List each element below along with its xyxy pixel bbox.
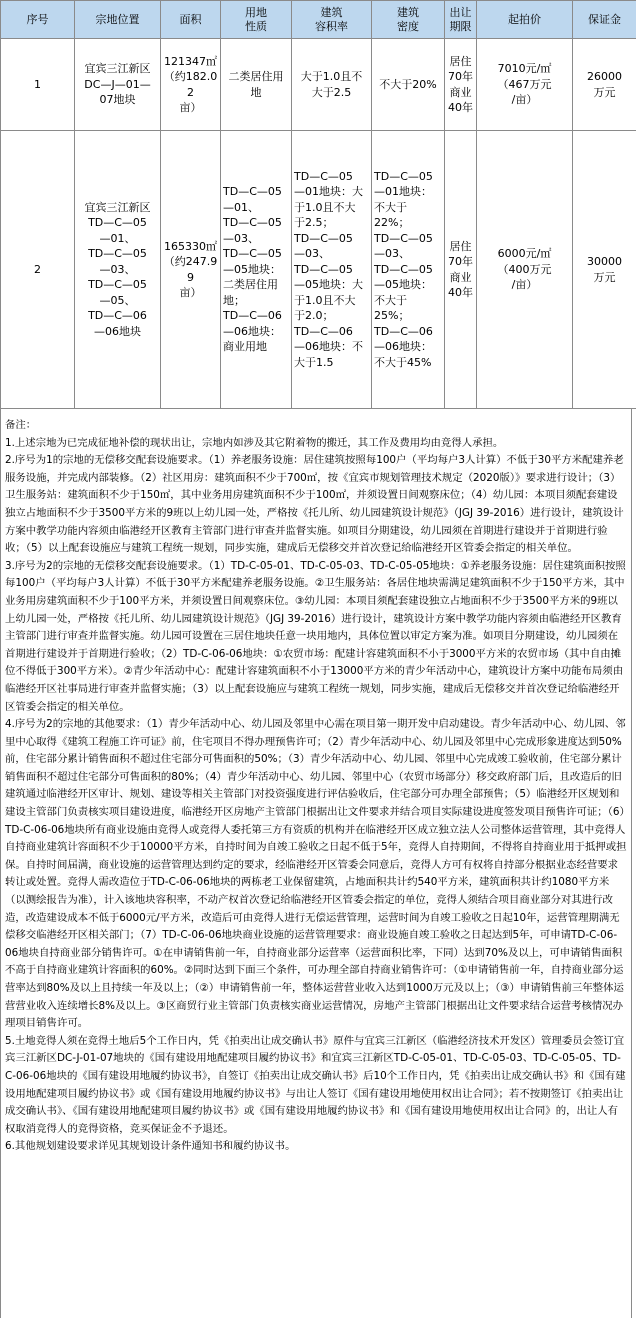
header-term: 出让 期限 xyxy=(445,1,477,39)
cell-area: 121347㎡ （约182.02 亩） xyxy=(161,39,221,131)
cell-far: 大于1.0且不 大于2.5 xyxy=(292,39,372,131)
cell-land-use: 二类居住用 地 xyxy=(221,39,292,131)
note-item-6: 6.其他规划建设要求详见其规划设计条件通知书和履约协议书。 xyxy=(5,1140,296,1153)
table-row xyxy=(1,131,636,409)
cell-density: 不大于20% xyxy=(372,39,445,131)
notes-section xyxy=(0,408,632,1318)
cell-land-use: TD—C—05 —01、 TD—C—05 —03、 TD—C—05 —05地块： 二类居住用 地； TD—C—06 —06地块： 商业用地 xyxy=(221,131,292,409)
note-item-3: 3.序号为2的宗地的无偿移交配套设施要求。（1）TD-C-05-01、TD-C-05-03、TD-C-05-05地块：①养老服务设施：居住建筑面积按照每100户（平均每户3人计算）不低于30平方米配建养老服务设施。②卫生服务站：各居住地块需满足建筑面积不少于150平方米，其中业务用房建筑面积不少于100平方米，并须设置日间观察床位。③幼儿园：本项目须配套建设独立占地面积不少于3500平方米的9班以上幼儿园一处，严格按《托儿所、幼儿园建筑设计规范》（JGJ 39-2016）进行设计，建筑设计方案中教学功能内容须由临港经开区教育主管部门进行审查并监督实施。幼儿园可设置在三居住地块任意一块用地内，具体位置以审定方案为准。如项目分期建设，幼儿园须在首期进行建设并于首期进行验收；（2）TD-C-06-06地块：①农贸市场：配建计容建筑面积不小于3000平方米的农贸市场（其中自由摊位不得低于300平方米）。②青少年活动中心：配建计容建筑面积不小于13000平方米的青少年活动中心，建筑设计方案中功能布局须由临港经开区社事局进行审查并监督实施；（3）以上配套设施应与建筑工程统一规划，同步实施，建成后无偿移交并首次登记给临港经开区管委会指定的相关单位。 xyxy=(5,559,626,713)
cell-no: 1 xyxy=(1,39,75,131)
note-item-4: 4.序号为2的宗地的其他要求：（1）青少年活动中心、幼儿园及邻里中心需在项目第一期开发中启动建设。青少年活动中心、幼儿园、邻里中心取得《建筑工程施工许可证》前，住宅项目不得办理预售许可；（2）青少年活动中心、幼儿园及邻里中心完成形象进度达到50%前，住宅部分累计销售面积不超过住宅部分可售面积的50%；（3）青少年活动中心、幼儿园、邻里中心完成竣工验收前，住宅部分累计销售面积不超过住宅部分可售面积的80%；（4）青少年活动中心、幼儿园、邻里中心（农贸市场部分）移交政府部门后，且改造后的旧建筑通过临港经开区审计、规划、建设等相关主管部门对投资强度进行评估验收后，住宅部分可办理全部预售；（5）临港经开区规划和建设主管部门负责核实项目建设进度，临港经开区房地产主管部门根据出让文件要求并结合项目实际建设进度签发项目预售许可证；（6）TD-C-06-06地块所有商业设施由竞得人或竞得人委托第三方有资质的机构并在临港经开区成立独立法人公司整体运营管理，其中竞得人自持商业建筑计容面积不少于10000平方米，自持时间为自竣工验收之日起不低于5年，竞得人自持期间，不得将自持商业用于抵押或担保。自持时间届满，商业设施的运营管理达到约定的要求，经临港经开区管委会同意后，竞得人方可有权将自持部分根据业态经营要求转让或处置。竞得人需改造位于TD-C-06-06地块的两栋老工业保留建筑，占地面积共计约540平方米，建筑面积共计约1080平方米（以测绘报告为准），计入该地块容积率，不动产权首次登记给临港经开区管委会指定的单位，竞得人须结合项目商业部分对其进行改造，改造建设成本不低于6000元/平方米，改造后可由竞得人进行无偿运营管理，运营时间为自竣工验收之日起10年，运营管理期满无偿移交临港经开区相关部门；（7）TD-C-06-06地块商业设施的运营管理要求：商业设施自竣工验收之日起达到5年，可申请TD-C-06-06地块自持商业部分销售许可。①在申请销售前一年，自持商业部分运营率（运营面积比率，下同）达到70%及以上，可申请销售面积不高于自持商业建筑计容面积的60%。②同时达到下面三个条件，可办理全部自持商业销售许可：（①申请销售前一年，自持商业部分运营率达到80%及以上且持续一年及以上；（②）申请销售前一年，整体运营营业收入达到1000万元及以上；（③）申请销售前三年整体运营营业收入连续增长8%及以上。③区商贸行业主管部门负责核实商业运营情况，房地产主管部门根据出让文件要求结合运营考核情况办理项目销售许可。 xyxy=(5,718,627,1030)
cell-deposit: 26000 万元 xyxy=(573,39,636,131)
cell-no: 2 xyxy=(1,131,75,409)
land-parcel-table xyxy=(0,0,636,409)
header-far: 建筑 容积率 xyxy=(292,1,372,39)
note-item-1: 1.上述宗地为已完成征地补偿的现状出让，宗地内如涉及其它附着物的搬迁，其工作及费用均由竞得人承担。 xyxy=(5,436,504,449)
cell-density: TD—C—05 —01地块： 不大于 22%； TD—C—05 —03、 TD—C—05 —05地块： 不大于 25%； TD—C—06 —06地块： 不大于45% xyxy=(372,131,445,409)
cell-deposit: 30000 万元 xyxy=(573,131,636,409)
header-no: 序号 xyxy=(1,1,75,39)
header-deposit: 保证金 xyxy=(573,1,636,39)
table-row xyxy=(1,39,636,131)
cell-area: 165330㎡ （约247.99 亩） xyxy=(161,131,221,409)
header-start-price: 起拍价 xyxy=(477,1,573,39)
notes-title: 备注： xyxy=(5,419,37,431)
cell-start-price: 7010元/㎡ （467万元 /亩） xyxy=(477,39,573,131)
table-header-row xyxy=(1,1,636,39)
header-land-use: 用地 性质 xyxy=(221,1,292,39)
header-density: 建筑 密度 xyxy=(372,1,445,39)
cell-location: 宜宾三江新区 TD—C—05 —01、 TD—C—05 —03、 TD—C—05 —05、 TD—C—06 —06地块 xyxy=(75,131,161,409)
header-location: 宗地位置 xyxy=(75,1,161,39)
cell-far: TD—C—05 —01地块：大 于1.0且不大 于2.5； TD—C—05 —03、 TD—C—05 —05地块：大 于1.0且不大 于2.0； TD—C—06 —06地块：不 大于1.5 xyxy=(292,131,372,409)
cell-term: 居住 70年 商业 40年 xyxy=(445,39,477,131)
note-item-2: 2.序号为1的宗地的无偿移交配套设施要求。（1）养老服务设施：居住建筑按照每100户（平均每户3人计算）不低于30平方米配建养老服务设施，并完成内部装修。（2）社区用房：建筑面积不少于700㎡，按《宜宾市规划管理技术规定（2020版）》要求进行设计；（3）卫生服务站：建筑面积不少于150㎡，其中业务用房建筑面积不少于100㎡，并须设置日间观察床位；（4）幼儿园：本项目须配套建设独立占地面积不少于3500平方米的9班以上幼儿园一处，严格按《托儿所、幼儿园建筑设计规范》（JGJ 39-2016）进行设计，建筑设计方案中教学功能内容须由临港经开区教育主管部门进行审查并监督实施。如项目分期建设，幼儿园须在首期进行建设并于首期进行验收；（5）以上配套设施应与建筑工程统一规划，同步实施，建成后无偿移交并首次登记给临港经开区管委会指定的相关单位。 xyxy=(5,454,624,555)
note-item-5: 5.土地竞得人须在竞得土地后5个工作日内，凭《拍卖出让成交确认书》原件与宜宾三江新区（临港经济技术开发区）管理委员会签订宜宾三江新区DC-J-01-07地块的《国有建设用地配建项目履约协议书》和宜宾三江新区TD-C-05-01、TD-C-05-03、TD-C-05-05、TD-C-06-06地块的《国有建设用地履约协议书》，自签订《拍卖出让成交确认书》后10个工作日内，凭《拍卖出让成交确认书》和《国有建设用地配建项目履约协议书》或《国有建设用地履约协议书》与出让人签订《国有建设用地使用权出让合同》；若不按期签订《拍卖出让成交确认书》、《国有建设用地配建项目履约协议书》或《国有建设用地履约协议书》和《国有建设用地使用权出让合同》的，出让人有权取消竞得人的竞得资格，竞买保证金不予退还。 xyxy=(5,1034,626,1135)
cell-start-price: 6000元/㎡ （400万元 /亩） xyxy=(477,131,573,409)
cell-location: 宜宾三江新区 DC—J—01— 07地块 xyxy=(75,39,161,131)
header-area: 面积 xyxy=(161,1,221,39)
cell-term: 居住 70年 商业 40年 xyxy=(445,131,477,409)
